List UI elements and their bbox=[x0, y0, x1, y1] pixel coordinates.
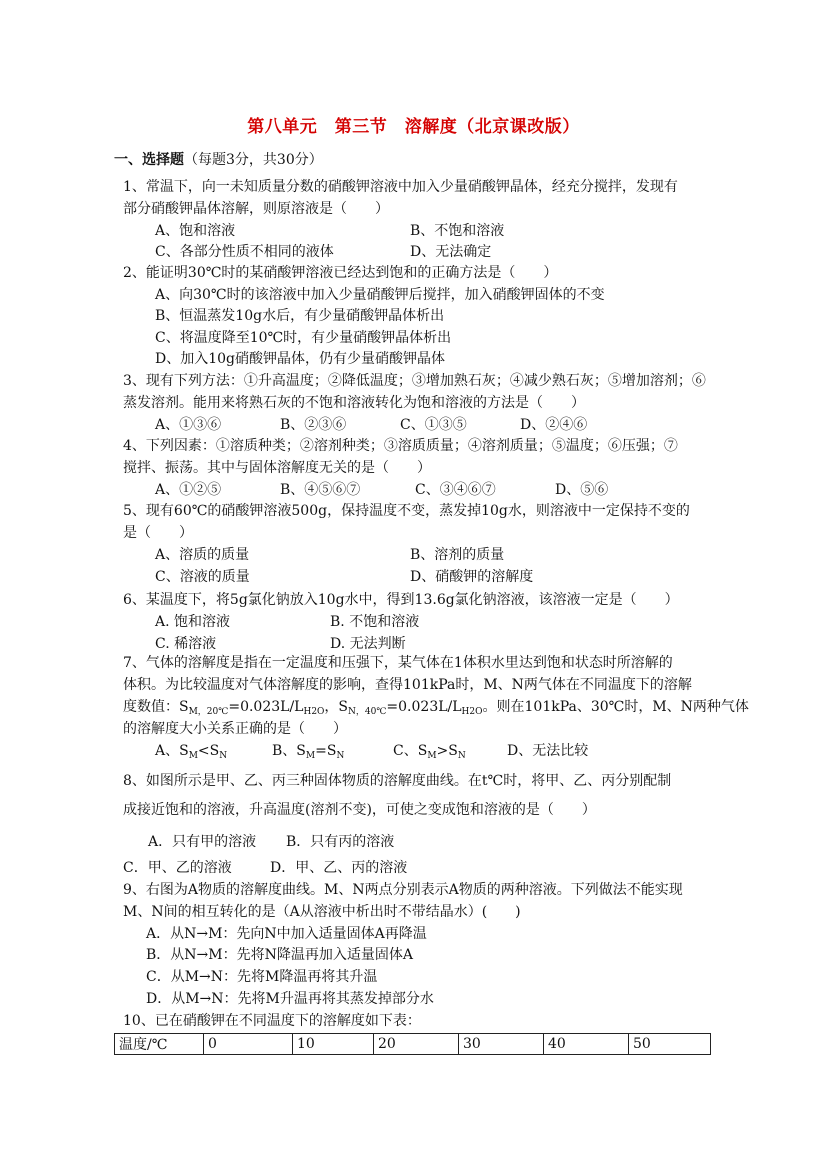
q4-option-d: D、⑤⑥ bbox=[555, 482, 609, 498]
q3-option-a: A、①③⑥ bbox=[155, 417, 222, 433]
q5-stem-line1: 5、现有60℃的硝酸钾溶液500g，保持温度不变，蒸发掉10g水，则溶液中一定保持不变的 bbox=[123, 503, 690, 519]
q3-stem-line1: 3、现有下列方法：①升高温度；②降低温度；③增加熟石灰；④减少熟石灰；⑤增加溶剂；⑥ bbox=[123, 373, 706, 389]
q10-stem: 10、已在硝酸钾在不同温度下的溶解度如下表： bbox=[123, 1013, 421, 1029]
q9-option-a: A．从N→M：先向N中加入适量固体A再降温 bbox=[146, 926, 427, 942]
q5-option-d: D、硝酸钾的溶解度 bbox=[410, 569, 534, 585]
q7-option-d: D、无法比较 bbox=[507, 743, 589, 759]
q9-stem-line1: 9、右图为A物质的溶解度曲线。M、N两点分别表示A物质的两种溶液。下列做法不能实现 bbox=[123, 882, 683, 898]
q1-stem-line2: 部分硝酸钾晶体溶解，则原溶液是（ ） bbox=[123, 201, 389, 217]
q8-stem-line2: 成接近饱和的溶液，升高温度(溶剂不变)，可使之变成饱和溶液的是（ ） bbox=[123, 802, 596, 818]
q3-option-b: B、②③⑥ bbox=[280, 417, 347, 433]
q4-stem-line2: 搅拌、振荡。其中与固体溶解度无关的是（ ） bbox=[123, 460, 431, 476]
table-cell: 20 bbox=[374, 1034, 459, 1055]
solubility-table bbox=[114, 1033, 711, 1055]
q7-stem-line3: 度数值：$S_{M,20℃}=0.023L/L_{H2O}$，$S_{N,40℃}=0.023L/L_{H2O}$。则在101kPa、30℃时，M、N两种气体 bbox=[123, 699, 749, 717]
q1-option-d: D、无法确定 bbox=[410, 244, 492, 260]
q4-option-c: C、③④⑥⑦ bbox=[415, 482, 496, 498]
q7-option-c: C、$S_M>S_N$ bbox=[393, 743, 466, 761]
q7-option-b: B、$S_M=S_N$ bbox=[272, 743, 345, 761]
section-note: （每题3分，共30分） bbox=[184, 152, 323, 168]
q8-option-b: B．只有丙的溶液 bbox=[286, 834, 395, 850]
q5-stem-line2: 是（ ） bbox=[123, 525, 193, 541]
table-cell: 50 bbox=[629, 1034, 711, 1055]
section-heading bbox=[114, 150, 323, 170]
q4-option-a: A、①②⑤ bbox=[155, 482, 222, 498]
table-cell: 30 bbox=[459, 1034, 544, 1055]
q1-option-c: C、各部分性质不相同的液体 bbox=[155, 244, 334, 260]
section-label: 一、选择题 bbox=[114, 152, 184, 168]
q9-option-b: B．从N→M：先将N降温再加入适量固体A bbox=[146, 947, 413, 963]
q7-stem-line1: 7、气体的溶解度是指在一定温度和压强下，某气体在1体积水里达到饱和状态时所溶解的 bbox=[123, 655, 673, 671]
page-title: 第八单元 第三节 溶解度（北京课改版） bbox=[247, 117, 580, 137]
q8-option-a: A．只有甲的溶液 bbox=[148, 834, 257, 850]
q8-option-d: D．甲、乙、丙的溶液 bbox=[270, 860, 408, 876]
table-cell: 40 bbox=[544, 1034, 629, 1055]
q6-option-d: D. 无法判断 bbox=[330, 636, 406, 652]
q5-option-b: B、溶剂的质量 bbox=[410, 547, 505, 563]
q2-option-b: B、恒温蒸发10g水后，有少量硝酸钾晶体析出 bbox=[155, 308, 445, 324]
q4-option-b: B、④⑤⑥⑦ bbox=[280, 482, 361, 498]
table-cell: 10 bbox=[293, 1034, 374, 1055]
q3-option-c: C、①③⑤ bbox=[400, 417, 467, 433]
q2-stem: 2、能证明30℃时的某硝酸钾溶液已经达到饱和的正确方法是（ ） bbox=[123, 265, 558, 281]
q9-option-d: D．从M→N：先将M升温再将其蒸发掉部分水 bbox=[146, 991, 434, 1007]
q3-stem-line2: 蒸发溶剂。能用来将熟石灰的不饱和溶液转化为饱和溶液的方法是（ ） bbox=[123, 395, 585, 411]
q6-stem: 6、某温度下，将5g氯化钠放入10g水中，得到13.6g氯化钠溶液，该溶液一定是（ ） bbox=[123, 592, 679, 608]
q2-option-a: A、向30℃时的该溶液中加入少量硝酸钾后搅拌，加入硝酸钾固体的不变 bbox=[155, 287, 605, 303]
q9-stem-line2: M、N间的相互转化的是（A从溶液中析出时不带结晶水）( ) bbox=[123, 904, 521, 920]
q5-option-c: C、溶液的质量 bbox=[155, 569, 250, 585]
q6-option-b: B. 不饱和溶液 bbox=[330, 614, 420, 630]
q6-option-a: A. 饱和溶液 bbox=[155, 614, 231, 630]
q9-option-c: C．从M→N：先将M降温再将其升温 bbox=[146, 969, 378, 985]
q4-stem-line1: 4、下列因素：①溶质种类；②溶剂种类；③溶质质量；④溶剂质量；⑤温度；⑥压强；⑦ bbox=[123, 438, 678, 454]
q8-option-c: C．甲、乙的溶液 bbox=[123, 860, 232, 876]
q2-option-d: D、加入10g硝酸钾晶体，仍有少量硝酸钾晶体 bbox=[155, 351, 445, 367]
q3-option-d: D、②④⑥ bbox=[520, 417, 588, 433]
q7-stem-line4: 的溶解度大小关系正确的是（ ） bbox=[123, 721, 347, 737]
q6-option-c: C. 稀溶液 bbox=[155, 636, 217, 652]
q2-option-c: C、将温度降至10℃时，有少量硝酸钾晶体析出 bbox=[155, 330, 452, 346]
q1-option-a: A、饱和溶液 bbox=[155, 223, 236, 239]
table-cell: 温度/℃ bbox=[115, 1034, 204, 1055]
q1-option-b: B、不饱和溶液 bbox=[410, 223, 505, 239]
q5-option-a: A、溶质的质量 bbox=[155, 547, 250, 563]
q8-stem-line1: 8、如图所示是甲、乙、丙三种固体物质的溶解度曲线。在t℃时，将甲、乙、丙分别配制 bbox=[123, 773, 672, 789]
q7-stem-line2: 体积。为比较温度对气体溶解度的影响，查得101kPa时，M、N两气体在不同温度下的溶解 bbox=[123, 677, 692, 693]
q7-option-a: A、$S_M<S_N$ bbox=[155, 743, 228, 761]
table-row bbox=[115, 1034, 711, 1055]
table-cell: 0 bbox=[204, 1034, 293, 1055]
q1-stem-line1: 1、常温下，向一未知质量分数的硝酸钾溶液中加入少量硝酸钾晶体，经充分搅拌，发现有 bbox=[123, 179, 678, 195]
